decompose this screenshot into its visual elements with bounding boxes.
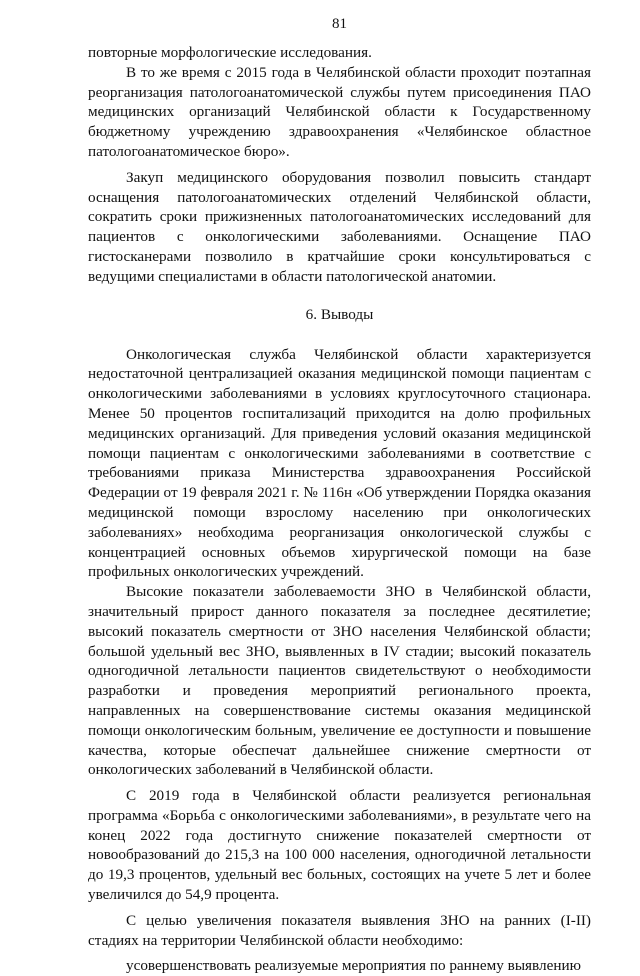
document-page bbox=[88, 14, 591, 976]
paragraph-high-indicators: Высокие показатели заболеваемости ЗНО в Челябинской области, значительный прирост данного показателя за последнее десятилетие; высокий показатель смертности от ЗНО населения Челябинской области; большой удельный вес ЗНО, выявленных в IV стадии; высокий показатель одногодичной летальности пациентов свидетельствуют о необходимости разработки и проведения мероприятий регионального проекта, направленных на совершенствование системы оказания медицинской помощи онкологическим больным, увеличение ее доступности и повышение качества, которые обеспечат дальнейшее снижение смертности от онкологических заболеваний в Челябинской области. bbox=[88, 583, 591, 779]
paragraph-improve-measures: усовершенствовать реализуемые мероприятия по раннему выявлению bbox=[126, 957, 581, 975]
paragraph-regional-program: С 2019 года в Челябинской области реализуется региональная программа «Борьба с онкологическими заболеваниями», в результате чего на конец 2022 года достигнуто снижение показателей смертности от новообразований до 215,3 на 100 000 населения, одногодичной летальности до 19,3 процентов, удельный вес больных, состоящих на учете 5 лет и более увеличился до 54,9 процента. bbox=[88, 787, 591, 904]
paragraph-goal: С целью увеличения показателя выявления ЗНО на ранних (I-II) стадиях на территории Челябинской области необходимо: bbox=[88, 911, 591, 949]
paragraph-reorganization: В то же время с 2015 года в Челябинской области проходит поэтапная реорганизация патологоанатомической службы путем присоединения ПАО медицинских организаций Челябинской области к Государственному бюджетному учреждению здравоохранения «Челябинское областное патологоанатомическое бюро». bbox=[88, 63, 591, 160]
section-title: 6. Выводы bbox=[305, 305, 374, 323]
paragraph-oncology-service: Онкологическая служба Челябинской области характеризуется недостаточной централизацией оказания медицинской помощи пациентам с онкологическими заболеваниями в условиях круглосуточного стационара. Менее 50 процентов госпитализаций приходится на долю профильных медицинских организаций. Для приведения условий оказания медицинской помощи пациентам с онкологическими заболеваниями в соответствие с требованиями приказа Министерства здравоохранения Российской Федерации от 19 февраля 2021 г. № 116н «Об утверждении Порядка оказания медицинской помощи взрослому населению при онкологических заболеваниях» необходима реорганизация онкологической службы с концентрацией основных объемов хирургической помощи на базе профильных онкологических учреждений. bbox=[88, 345, 591, 581]
page-number: 81 bbox=[332, 16, 347, 32]
paragraph-equipment: Закуп медицинского оборудования позволил повысить стандарт оснащения патологоанатомических отделений Челябинской области, сократить сроки прижизненных патологоанатомических исследований для пациентов с онкологическими заболеваниями. Оснащение ПАО гистосканерами позволило в кратчайшие сроки консультироваться с ведущими специалистами в области патологической анатомии. bbox=[88, 168, 591, 285]
paragraph-continuation: повторные морфологические исследования. bbox=[88, 44, 372, 61]
